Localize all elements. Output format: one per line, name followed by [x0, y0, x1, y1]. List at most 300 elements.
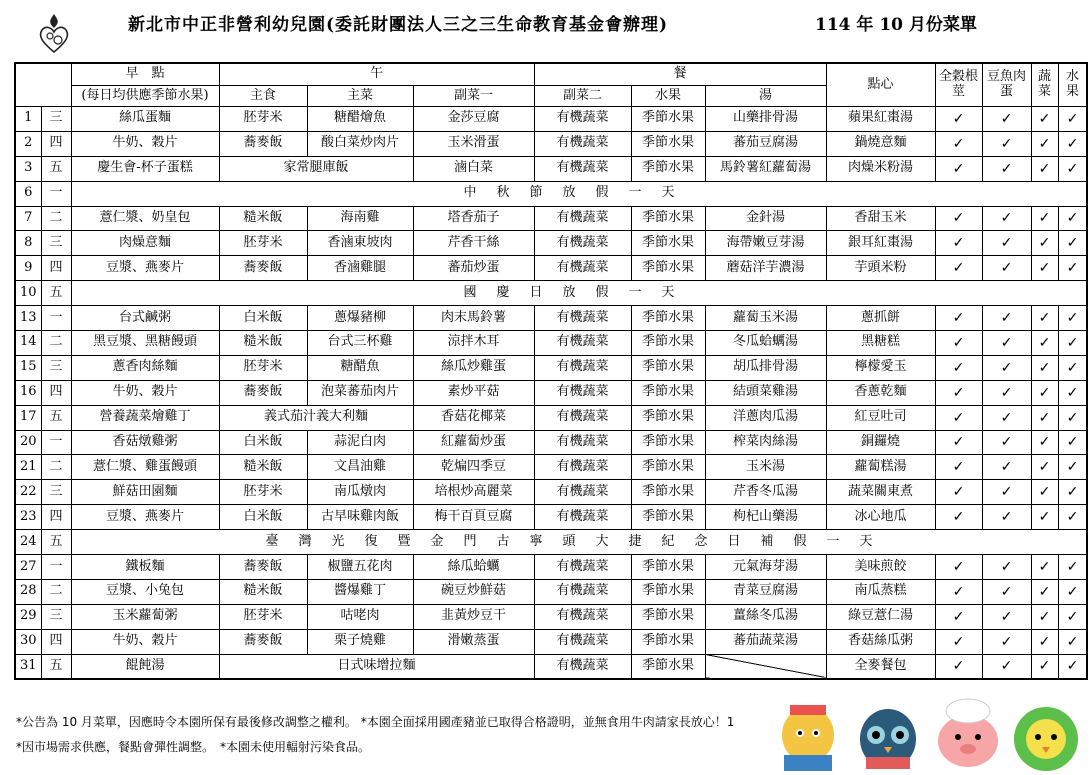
breakfast-cell: 營養蔬菜燴雞丁 [71, 405, 219, 430]
check-protein-cell: ✓ [982, 355, 1031, 380]
header-main: 主菜 [307, 86, 413, 107]
table-row [15, 629, 1087, 654]
main-dish-cell: 香滷東坡肉 [307, 231, 413, 256]
breakfast-cell: 牛奶、穀片 [71, 629, 219, 654]
side-dish-2-cell: 有機蔬菜 [534, 306, 631, 331]
table-row [15, 331, 1087, 356]
weekday-cell: 四 [41, 629, 71, 654]
weekday-cell: 五 [41, 281, 71, 306]
check-fruit-cell: ✓ [1058, 206, 1087, 231]
side-dish-2-cell: 有機蔬菜 [534, 131, 631, 156]
weekday-cell: 一 [41, 181, 71, 206]
header-veg: 蔬菜 [1031, 63, 1058, 107]
side-dish-2-cell: 有機蔬菜 [534, 480, 631, 505]
header-breakfast-sub: (每日均供應季節水果) [71, 86, 219, 107]
table-row [15, 455, 1087, 480]
breakfast-cell: 牛奶、穀片 [71, 380, 219, 405]
check-veg-cell: ✓ [1031, 455, 1058, 480]
holiday-note: 中秋節放假一天 [71, 181, 1087, 206]
check-grains-cell: ✓ [935, 331, 982, 356]
side-dish-1-cell: 塔香茄子 [413, 206, 534, 231]
table-row [15, 579, 1087, 604]
soup-cell: 玉米湯 [705, 455, 826, 480]
check-protein-cell: ✓ [982, 331, 1031, 356]
side-dish-1-cell: 芹香干絲 [413, 231, 534, 256]
staple-cell: 蕎麥飯 [219, 131, 307, 156]
check-veg-cell: ✓ [1031, 629, 1058, 654]
side-dish-1-cell: 梅干百頁豆腐 [413, 505, 534, 530]
check-fruit-cell: ✓ [1058, 231, 1087, 256]
weekday-cell: 三 [41, 355, 71, 380]
staple-cell: 胚芽米 [219, 231, 307, 256]
check-veg-cell: ✓ [1031, 604, 1058, 629]
weekday-cell: 五 [41, 654, 71, 679]
check-grains-cell: ✓ [935, 231, 982, 256]
main-dish-cell: 酸白菜炒肉片 [307, 131, 413, 156]
check-fruit-cell: ✓ [1058, 131, 1087, 156]
main-dish-cell: 南瓜燉肉 [307, 480, 413, 505]
snack-cell: 綠豆薏仁湯 [826, 604, 935, 629]
breakfast-cell: 鐵板麵 [71, 555, 219, 580]
main-dish-cell: 醬爆雞丁 [307, 579, 413, 604]
staple-cell: 白米飯 [219, 430, 307, 455]
page-title: 新北市中正非營利幼兒園(委託財團法人三之三生命教育基金會辦理) [128, 15, 669, 35]
main-dish-cell: 台式三杯雞 [307, 331, 413, 356]
staple-cell: 白米飯 [219, 505, 307, 530]
fruit-cell: 季節水果 [631, 555, 705, 580]
date-cell: 15 [15, 355, 41, 380]
check-fruit-cell: ✓ [1058, 629, 1087, 654]
side-dish-1-cell: 碗豆炒鮮菇 [413, 579, 534, 604]
breakfast-cell: 絲瓜蛋麵 [71, 107, 219, 132]
breakfast-cell: 豆漿、小兔包 [71, 579, 219, 604]
main-dish-cell: 糖醋魚 [307, 355, 413, 380]
table-row [15, 256, 1087, 281]
date-cell: 1 [15, 107, 41, 132]
table-row [15, 555, 1087, 580]
staple-cell: 蕎麥飯 [219, 256, 307, 281]
main-dish-cell: 栗子燒雞 [307, 629, 413, 654]
fruit-cell: 季節水果 [631, 331, 705, 356]
weekday-cell: 二 [41, 579, 71, 604]
date-cell: 17 [15, 405, 41, 430]
soup-cell: 金針湯 [705, 206, 826, 231]
table-row [15, 405, 1087, 430]
date-cell: 31 [15, 654, 41, 679]
check-protein-cell: ✓ [982, 480, 1031, 505]
check-veg-cell: ✓ [1031, 256, 1058, 281]
header-breakfast: 早 點 [71, 63, 219, 86]
staple-cell: 蕎麥飯 [219, 629, 307, 654]
side-dish-1-cell: 金莎豆腐 [413, 107, 534, 132]
table-row [15, 181, 1087, 206]
check-fruit-cell: ✓ [1058, 107, 1087, 132]
check-veg-cell: ✓ [1031, 355, 1058, 380]
breakfast-cell: 鮮菇田園麵 [71, 480, 219, 505]
side-dish-2-cell: 有機蔬菜 [534, 206, 631, 231]
side-dish-2-cell: 有機蔬菜 [534, 430, 631, 455]
fruit-cell: 季節水果 [631, 380, 705, 405]
header-soup: 湯 [705, 86, 826, 107]
snack-cell: 全麥餐包 [826, 654, 935, 679]
check-veg-cell: ✓ [1031, 380, 1058, 405]
date-cell: 20 [15, 430, 41, 455]
date-cell: 23 [15, 505, 41, 530]
check-grains-cell: ✓ [935, 131, 982, 156]
main-dish-cell: 蔥爆豬柳 [307, 306, 413, 331]
side-dish-2-cell: 有機蔬菜 [534, 231, 631, 256]
check-grains-cell: ✓ [935, 256, 982, 281]
check-grains-cell: ✓ [935, 505, 982, 530]
check-veg-cell: ✓ [1031, 654, 1058, 679]
check-veg-cell: ✓ [1031, 306, 1058, 331]
side-dish-1-cell: 肉末馬鈴薯 [413, 306, 534, 331]
side-dish-1-cell: 韭黃炒豆干 [413, 604, 534, 629]
check-grains-cell: ✓ [935, 579, 982, 604]
table-row [15, 156, 1087, 181]
fruit-cell: 季節水果 [631, 505, 705, 530]
table-row [15, 206, 1087, 231]
check-protein-cell: ✓ [982, 131, 1031, 156]
staple-cell: 糙米飯 [219, 579, 307, 604]
breakfast-cell: 黑豆漿、黑糖饅頭 [71, 331, 219, 356]
check-veg-cell: ✓ [1031, 156, 1058, 181]
fruit-cell: 季節水果 [631, 604, 705, 629]
footer-note-1: *公告為 10 月菜單，因應時令本園所保有最後修改調整之權利。 *本園全面採用國產豬並已取得合格證明，並無食用牛肉請家長放心！1 [16, 715, 735, 729]
main-dish-cell: 文昌油雞 [307, 455, 413, 480]
weekday-cell: 四 [41, 505, 71, 530]
check-protein-cell: ✓ [982, 256, 1031, 281]
breakfast-cell: 薏仁漿、奶皇包 [71, 206, 219, 231]
lunch-merged-cell: 日式味增拉麵 [219, 654, 534, 679]
staple-cell: 蕎麥飯 [219, 555, 307, 580]
side-dish-1-cell: 蕃茄炒蛋 [413, 256, 534, 281]
check-veg-cell: ✓ [1031, 231, 1058, 256]
snack-cell: 蔥抓餅 [826, 306, 935, 331]
date-cell: 10 [15, 281, 41, 306]
check-protein-cell: ✓ [982, 107, 1031, 132]
soup-cell: 山藥排骨湯 [705, 107, 826, 132]
check-protein-cell: ✓ [982, 455, 1031, 480]
side-dish-2-cell: 有機蔬菜 [534, 629, 631, 654]
table-row [15, 380, 1087, 405]
check-protein-cell: ✓ [982, 555, 1031, 580]
snack-cell: 香蔥乾麵 [826, 380, 935, 405]
date-cell: 29 [15, 604, 41, 629]
table-row [15, 654, 1087, 679]
main-dish-cell: 蒜泥白肉 [307, 430, 413, 455]
side-dish-2-cell: 有機蔬菜 [534, 405, 631, 430]
check-grains-cell: ✓ [935, 405, 982, 430]
check-fruit-cell: ✓ [1058, 156, 1087, 181]
breakfast-cell: 肉燥意麵 [71, 231, 219, 256]
menu-table [14, 62, 1088, 680]
table-row [15, 131, 1087, 156]
staple-cell: 胚芽米 [219, 604, 307, 629]
snack-cell: 銅鑼燒 [826, 430, 935, 455]
side-dish-1-cell: 絲瓜蛤蠣 [413, 555, 534, 580]
check-protein-cell: ✓ [982, 306, 1031, 331]
weekday-cell: 五 [41, 405, 71, 430]
check-protein-cell: ✓ [982, 430, 1031, 455]
table-row [15, 604, 1087, 629]
staple-cell: 糙米飯 [219, 455, 307, 480]
table-row [15, 480, 1087, 505]
snack-cell: 芋頭米粉 [826, 256, 935, 281]
fruit-cell: 季節水果 [631, 231, 705, 256]
date-cell: 3 [15, 156, 41, 181]
snack-cell: 香甜玉米 [826, 206, 935, 231]
side-dish-1-cell: 素炒平菇 [413, 380, 534, 405]
check-veg-cell: ✓ [1031, 480, 1058, 505]
side-dish-2-cell: 有機蔬菜 [534, 579, 631, 604]
table-row [15, 107, 1087, 132]
date-cell: 27 [15, 555, 41, 580]
table-row [15, 306, 1087, 331]
weekday-cell: 四 [41, 256, 71, 281]
staple-cell: 糙米飯 [219, 206, 307, 231]
fruit-cell: 季節水果 [631, 629, 705, 654]
side-dish-1-cell: 涼拌木耳 [413, 331, 534, 356]
date-cell: 21 [15, 455, 41, 480]
staple-cell: 白米飯 [219, 306, 307, 331]
main-dish-cell: 咕咾肉 [307, 604, 413, 629]
breakfast-cell: 玉米蘿蔔粥 [71, 604, 219, 629]
check-grains-cell: ✓ [935, 555, 982, 580]
staple-main-cell: 家常腿庫飯 [219, 156, 413, 181]
check-fruit-cell: ✓ [1058, 256, 1087, 281]
soup-cell: 馬鈴薯紅蘿蔔湯 [705, 156, 826, 181]
check-protein-cell: ✓ [982, 206, 1031, 231]
weekday-cell: 三 [41, 480, 71, 505]
breakfast-cell: 豆漿、燕麥片 [71, 256, 219, 281]
date-cell: 8 [15, 231, 41, 256]
fruit-cell: 季節水果 [631, 654, 705, 679]
table-row [15, 430, 1087, 455]
fruit-cell: 季節水果 [631, 480, 705, 505]
giraffe-mascot-icon [782, 705, 834, 771]
side-dish-2-cell: 有機蔬菜 [534, 604, 631, 629]
check-grains-cell: ✓ [935, 156, 982, 181]
check-fruit-cell: ✓ [1058, 505, 1087, 530]
weekday-cell: 二 [41, 331, 71, 356]
check-grains-cell: ✓ [935, 355, 982, 380]
fruit-cell: 季節水果 [631, 355, 705, 380]
soup-cell: 榨菜肉絲湯 [705, 430, 826, 455]
breakfast-cell: 台式鹹粥 [71, 306, 219, 331]
date-cell: 6 [15, 181, 41, 206]
table-row [15, 355, 1087, 380]
breakfast-cell: 蔥香肉絲麵 [71, 355, 219, 380]
weekday-cell: 二 [41, 455, 71, 480]
fruit-cell: 季節水果 [631, 306, 705, 331]
side-dish-1-cell: 紅蘿蔔炒蛋 [413, 430, 534, 455]
pig-chef-mascot-icon [938, 699, 998, 767]
header-side1: 副菜一 [413, 86, 534, 107]
date-cell: 14 [15, 331, 41, 356]
check-veg-cell: ✓ [1031, 405, 1058, 430]
date-cell: 13 [15, 306, 41, 331]
main-dish-cell: 泡菜蕃茄肉片 [307, 380, 413, 405]
staple-cell: 糙米飯 [219, 331, 307, 356]
check-veg-cell: ✓ [1031, 430, 1058, 455]
weekday-cell: 五 [41, 156, 71, 181]
side-dish-2-cell: 有機蔬菜 [534, 380, 631, 405]
check-veg-cell: ✓ [1031, 579, 1058, 604]
mascot-illustrations [770, 695, 1085, 773]
snack-cell: 黑糖糕 [826, 331, 935, 356]
side-dish-1-cell: 滑嫩蒸蛋 [413, 629, 534, 654]
check-protein-cell: ✓ [982, 156, 1031, 181]
fruit-cell: 季節水果 [631, 131, 705, 156]
breakfast-cell: 牛奶、穀片 [71, 131, 219, 156]
check-veg-cell: ✓ [1031, 331, 1058, 356]
fruit-cell: 季節水果 [631, 206, 705, 231]
header-staple: 主食 [219, 86, 307, 107]
soup-cell: 枸杞山藥湯 [705, 505, 826, 530]
menu-body [15, 107, 1087, 680]
snack-cell: 香菇絲瓜粥 [826, 629, 935, 654]
fruit-cell: 季節水果 [631, 405, 705, 430]
snack-cell: 冰心地瓜 [826, 505, 935, 530]
school-logo-icon [36, 12, 72, 56]
breakfast-cell: 豆漿、燕麥片 [71, 505, 219, 530]
side-dish-2-cell: 有機蔬菜 [534, 156, 631, 181]
side-dish-2-cell: 有機蔬菜 [534, 555, 631, 580]
check-fruit-cell: ✓ [1058, 430, 1087, 455]
check-protein-cell: ✓ [982, 380, 1031, 405]
check-protein-cell: ✓ [982, 405, 1031, 430]
check-grains-cell: ✓ [935, 107, 982, 132]
check-grains-cell: ✓ [935, 306, 982, 331]
snack-cell: 蘋果紅棗湯 [826, 107, 935, 132]
staple-cell: 胚芽米 [219, 355, 307, 380]
check-grains-cell: ✓ [935, 380, 982, 405]
check-veg-cell: ✓ [1031, 505, 1058, 530]
check-grains-cell: ✓ [935, 604, 982, 629]
snack-cell: 蘿蔔糕湯 [826, 455, 935, 480]
fruit-cell: 季節水果 [631, 430, 705, 455]
check-protein-cell: ✓ [982, 231, 1031, 256]
breakfast-cell: 慶生會-杯子蛋糕 [71, 156, 219, 181]
side-dish-1-cell: 滷白菜 [413, 156, 534, 181]
soup-cell: 青菜豆腐湯 [705, 579, 826, 604]
menu-month: 114 年 10 月份菜單 [815, 15, 977, 35]
snack-cell: 紅豆吐司 [826, 405, 935, 430]
page-header [0, 0, 1090, 60]
header-grains: 全穀根莖 [935, 63, 982, 107]
check-fruit-cell: ✓ [1058, 555, 1087, 580]
check-fruit-cell: ✓ [1058, 480, 1087, 505]
main-dish-cell: 椒鹽五花肉 [307, 555, 413, 580]
soup-empty-cell [705, 654, 826, 679]
side-dish-2-cell: 有機蔬菜 [534, 455, 631, 480]
date-cell: 7 [15, 206, 41, 231]
check-protein-cell: ✓ [982, 629, 1031, 654]
check-grains-cell: ✓ [935, 206, 982, 231]
check-fruit-cell: ✓ [1058, 604, 1087, 629]
fruit-cell: 季節水果 [631, 455, 705, 480]
weekday-cell: 四 [41, 131, 71, 156]
date-cell: 2 [15, 131, 41, 156]
snack-cell: 肉燥米粉湯 [826, 156, 935, 181]
date-cell: 28 [15, 579, 41, 604]
check-veg-cell: ✓ [1031, 555, 1058, 580]
weekday-cell: 三 [41, 231, 71, 256]
check-grains-cell: ✓ [935, 629, 982, 654]
check-protein-cell: ✓ [982, 654, 1031, 679]
snack-cell: 檸檬愛玉 [826, 355, 935, 380]
check-fruit-cell: ✓ [1058, 380, 1087, 405]
side-dish-2-cell: 有機蔬菜 [534, 331, 631, 356]
date-cell: 9 [15, 256, 41, 281]
weekday-cell: 二 [41, 206, 71, 231]
staple-cell: 胚芽米 [219, 480, 307, 505]
header-fruit-category: 水果 [1058, 63, 1087, 107]
staple-cell: 蕎麥飯 [219, 380, 307, 405]
side-dish-1-cell: 培根炒高麗菜 [413, 480, 534, 505]
check-veg-cell: ✓ [1031, 131, 1058, 156]
check-fruit-cell: ✓ [1058, 355, 1087, 380]
check-fruit-cell: ✓ [1058, 579, 1087, 604]
main-dish-cell: 海南雞 [307, 206, 413, 231]
check-grains-cell: ✓ [935, 430, 982, 455]
peacock-mascot-icon [1014, 707, 1078, 771]
soup-cell: 蕃茄豆腐湯 [705, 131, 826, 156]
weekday-cell: 一 [41, 430, 71, 455]
owl-mascot-icon [860, 709, 916, 769]
header-protein: 豆魚肉蛋 [982, 63, 1031, 107]
table-row [15, 231, 1087, 256]
soup-cell: 蘿蔔玉米湯 [705, 306, 826, 331]
staple-cell: 胚芽米 [219, 107, 307, 132]
check-veg-cell: ✓ [1031, 107, 1058, 132]
snack-cell: 蔬菜關東煮 [826, 480, 935, 505]
header-date-cell [15, 63, 71, 107]
soup-cell: 元氣海芽湯 [705, 555, 826, 580]
side-dish-2-cell: 有機蔬菜 [534, 107, 631, 132]
header-lunch-right: 餐 [534, 63, 826, 86]
weekday-cell: 四 [41, 380, 71, 405]
check-protein-cell: ✓ [982, 505, 1031, 530]
side-dish-1-cell: 乾煸四季豆 [413, 455, 534, 480]
side-dish-1-cell: 香菇花椰菜 [413, 405, 534, 430]
date-cell: 22 [15, 480, 41, 505]
date-cell: 16 [15, 380, 41, 405]
staple-main-cell: 義式茄汁義大利麵 [219, 405, 413, 430]
holiday-note: 臺灣光復暨金門古寧頭大捷紀念日補假一天 [71, 530, 1087, 555]
fruit-cell: 季節水果 [631, 156, 705, 181]
snack-cell: 南瓜蒸糕 [826, 579, 935, 604]
weekday-cell: 一 [41, 555, 71, 580]
side-dish-2-cell: 有機蔬菜 [534, 256, 631, 281]
date-cell: 30 [15, 629, 41, 654]
check-protein-cell: ✓ [982, 579, 1031, 604]
soup-cell: 芹香冬瓜湯 [705, 480, 826, 505]
table-row [15, 530, 1087, 555]
table-row [15, 281, 1087, 306]
side-dish-2-cell: 有機蔬菜 [534, 654, 631, 679]
soup-cell: 胡瓜排骨湯 [705, 355, 826, 380]
side-dish-1-cell: 絲瓜炒雞蛋 [413, 355, 534, 380]
holiday-note: 國慶日放假一天 [71, 281, 1087, 306]
table-row [15, 505, 1087, 530]
snack-cell: 美味煎餃 [826, 555, 935, 580]
check-grains-cell: ✓ [935, 654, 982, 679]
side-dish-1-cell: 玉米滑蛋 [413, 131, 534, 156]
side-dish-2-cell: 有機蔬菜 [534, 355, 631, 380]
check-grains-cell: ✓ [935, 455, 982, 480]
